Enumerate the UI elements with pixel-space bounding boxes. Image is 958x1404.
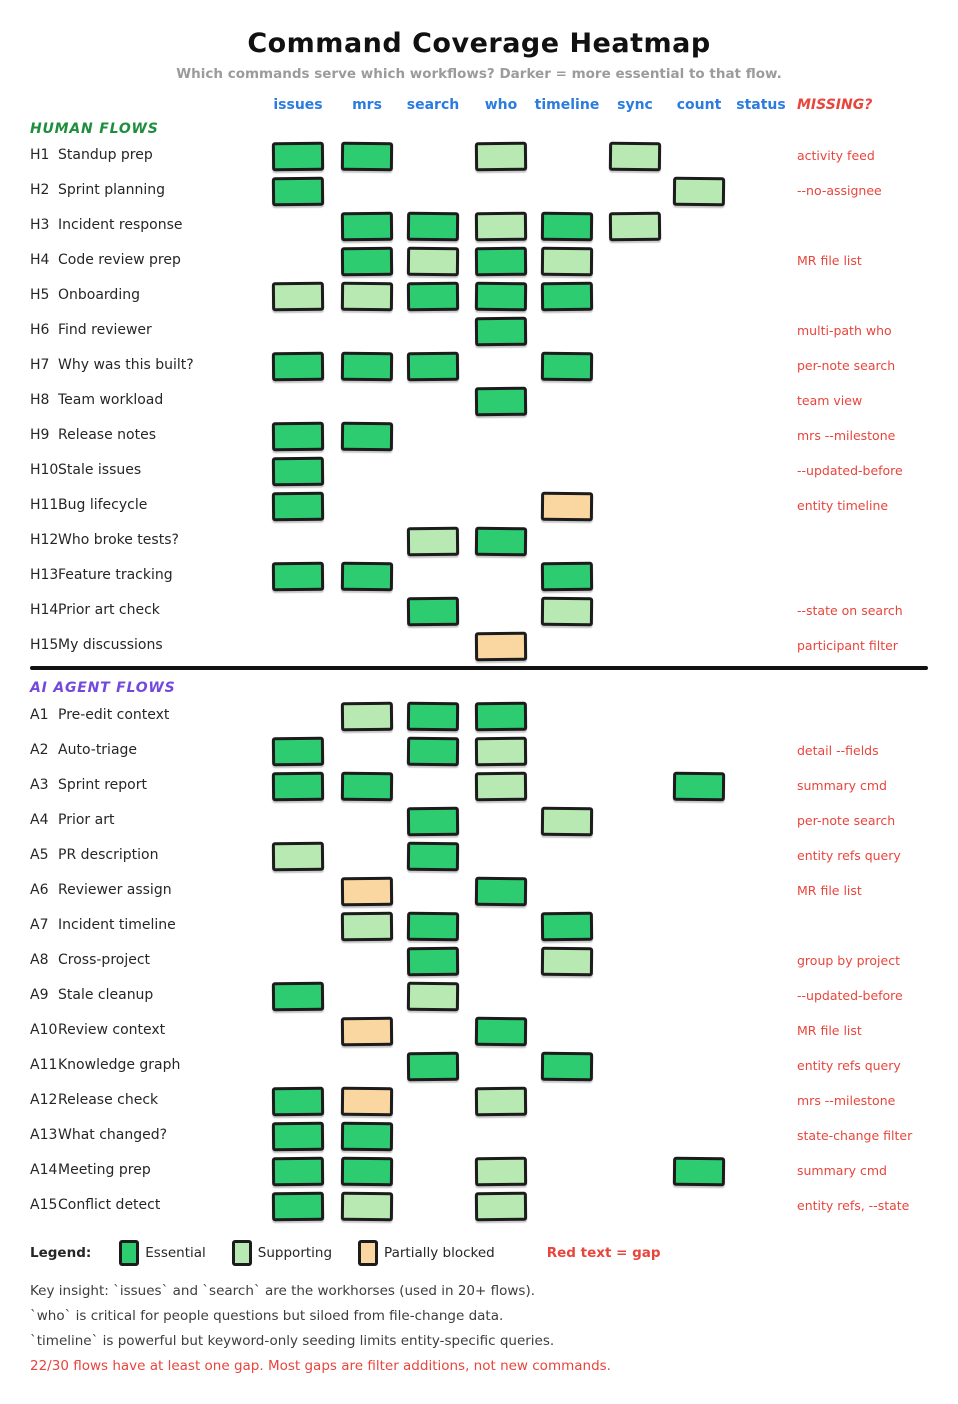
heatmap-cell-A3-mrs xyxy=(341,771,393,801)
flow-name: Reviewer assign xyxy=(58,882,172,898)
column-header-timeline: timeline xyxy=(534,97,600,113)
heatmap-cell-A3-count xyxy=(673,771,725,801)
flow-label-A4 xyxy=(30,812,114,828)
section-label-human-flows: HUMAN FLOWS xyxy=(30,121,159,137)
flow-id: H5 xyxy=(30,287,50,303)
essential-swatch xyxy=(119,1240,139,1266)
flow-name: Bug lifecycle xyxy=(58,497,148,513)
flow-label-H10 xyxy=(30,462,141,478)
flow-id: A9 xyxy=(30,987,49,1003)
flow-id: A4 xyxy=(30,812,49,828)
column-header-mrs: mrs xyxy=(352,97,382,113)
flow-label-H6 xyxy=(30,322,152,338)
heatmap-cell-A1-who xyxy=(475,701,527,731)
flow-id: H10 xyxy=(30,462,59,478)
flow-id: H4 xyxy=(30,252,50,268)
flow-id: H13 xyxy=(30,567,59,583)
flow-name: Sprint planning xyxy=(58,182,165,198)
flow-label-H15 xyxy=(30,637,163,653)
missing-note-H7: per-note search xyxy=(797,358,896,373)
missing-note-H9: mrs --milestone xyxy=(797,428,896,443)
column-header-status: status xyxy=(736,97,786,113)
heatmap-cell-H5-who xyxy=(475,281,527,311)
flow-label-A15 xyxy=(30,1197,160,1213)
heatmap-cell-H4-search xyxy=(407,246,459,276)
missing-note-A3: summary cmd xyxy=(797,778,887,793)
heatmap-cell-H5-search xyxy=(407,281,459,311)
heatmap-cell-A9-issues xyxy=(272,981,324,1011)
heatmap-cell-A14-issues xyxy=(272,1156,324,1186)
flow-name: Conflict detect xyxy=(58,1197,161,1213)
heatmap-cell-A10-who xyxy=(475,1016,527,1046)
heatmap-cell-A7-search xyxy=(407,911,459,941)
heatmap-cell-H2-count xyxy=(673,176,725,206)
heatmap-cell-A10-mrs xyxy=(341,1016,393,1046)
heatmap-cell-H3-search xyxy=(407,211,459,241)
heatmap-cell-A2-issues xyxy=(272,736,324,766)
heatmap-cell-A2-who xyxy=(475,736,527,766)
missing-note-H11: entity timeline xyxy=(797,498,889,513)
heatmap-cell-H9-mrs xyxy=(341,421,393,451)
heatmap-cell-H1-issues xyxy=(272,141,324,171)
heatmap-cell-H13-timeline xyxy=(541,561,593,591)
missing-column-header: MISSING? xyxy=(797,97,873,113)
heatmap-cell-A13-issues xyxy=(272,1121,324,1151)
flow-name: Prior art xyxy=(58,812,115,828)
legend xyxy=(30,1239,661,1267)
flow-label-A13 xyxy=(30,1127,167,1143)
heatmap-cell-A11-search xyxy=(407,1051,459,1081)
heatmap-cell-A13-mrs xyxy=(341,1121,393,1151)
missing-note-H2: --no-assignee xyxy=(797,183,882,198)
heatmap-cell-H15-who xyxy=(475,631,527,661)
flow-label-A7 xyxy=(30,917,176,933)
flow-name: Review context xyxy=(58,1022,166,1038)
flow-name: PR description xyxy=(58,847,159,863)
heatmap-cell-A6-who xyxy=(475,876,527,906)
missing-note-H14: --state on search xyxy=(797,603,903,618)
flow-name: Team workload xyxy=(58,392,164,408)
missing-note-H6: multi-path who xyxy=(797,323,892,338)
heatmap-cell-A15-mrs xyxy=(341,1191,393,1221)
partially-blocked-swatch xyxy=(358,1240,378,1266)
heatmap-cell-H2-issues xyxy=(272,176,324,206)
flow-label-A12 xyxy=(30,1092,158,1108)
heatmap-cell-H11-timeline xyxy=(541,491,593,521)
heatmap-cell-H13-issues xyxy=(272,561,324,591)
flow-name: Meeting prep xyxy=(58,1162,151,1178)
missing-note-A13: state-change filter xyxy=(797,1128,913,1143)
heatmap-cell-H4-timeline xyxy=(541,246,593,276)
section-label-ai-agent-flows: AI AGENT FLOWS xyxy=(30,680,176,696)
flow-name: Release check xyxy=(58,1092,159,1108)
flow-name: Pre-edit context xyxy=(58,707,170,723)
heatmap-cell-H4-who xyxy=(475,246,527,276)
gap-note: Red text = gap xyxy=(546,1245,661,1261)
heatmap-cell-H8-who xyxy=(475,386,527,416)
heatmap-cell-H7-issues xyxy=(272,351,324,381)
flow-label-H14 xyxy=(30,602,160,618)
flow-id: A2 xyxy=(30,742,49,758)
heatmap-cell-H6-who xyxy=(475,316,527,346)
missing-note-A15: entity refs, --state xyxy=(797,1198,910,1213)
missing-note-H10: --updated-before xyxy=(797,463,903,478)
flow-label-H1 xyxy=(30,147,153,163)
heatmap-cell-H5-timeline xyxy=(541,281,593,311)
heatmap-cell-A9-search xyxy=(407,981,459,1011)
flow-id: A8 xyxy=(30,952,49,968)
heatmap-cell-H1-who xyxy=(475,141,527,171)
flow-id: H15 xyxy=(30,637,59,653)
flow-name: Cross-project xyxy=(58,952,151,968)
flow-label-H8 xyxy=(30,392,163,408)
flow-label-H4 xyxy=(30,252,181,268)
flow-name: Sprint report xyxy=(58,777,147,793)
flow-label-H3 xyxy=(30,217,183,233)
flow-id: H1 xyxy=(30,147,50,163)
legend-item-label: Supporting xyxy=(257,1245,333,1261)
flow-label-H12 xyxy=(30,532,179,548)
legend-item-label: Essential xyxy=(145,1245,206,1261)
column-header-count: count xyxy=(676,97,722,113)
missing-note-A10: MR file list xyxy=(797,1023,862,1038)
flow-id: A3 xyxy=(30,777,49,793)
flow-name: Knowledge graph xyxy=(58,1057,181,1073)
flow-label-H9 xyxy=(30,427,156,443)
insight-line-3: `timeline` is powerful but keyword-only seeding limits entity-specific queries. xyxy=(30,1333,555,1349)
flow-label-A3 xyxy=(30,777,147,793)
flow-label-A5 xyxy=(30,847,158,863)
missing-note-A12: mrs --milestone xyxy=(797,1093,896,1108)
heatmap-cell-H13-mrs xyxy=(341,561,393,591)
flow-label-A1 xyxy=(30,707,169,723)
heatmap-cell-H14-timeline xyxy=(541,596,593,626)
column-header-issues: issues xyxy=(273,97,323,113)
heatmap-cell-H5-mrs xyxy=(341,281,393,311)
heatmap-cell-A4-search xyxy=(407,806,459,836)
flow-label-H11 xyxy=(30,497,147,513)
flow-id: H11 xyxy=(30,497,59,513)
heatmap-cell-H11-issues xyxy=(272,491,324,521)
legend-item-essential xyxy=(119,1240,206,1266)
flow-name: Standup prep xyxy=(58,147,153,163)
flow-id: H7 xyxy=(30,357,50,373)
heatmap-cell-A14-who xyxy=(475,1156,527,1186)
heatmap-cell-A1-search xyxy=(407,701,459,731)
missing-note-A5: entity refs query xyxy=(797,848,901,863)
flow-name: My discussions xyxy=(58,637,163,653)
column-header-who: who xyxy=(484,97,518,113)
flow-id: A15 xyxy=(30,1197,58,1213)
missing-note-A11: entity refs query xyxy=(797,1058,901,1073)
heatmap-cell-A12-who xyxy=(475,1086,527,1116)
flow-id: A11 xyxy=(30,1057,58,1073)
heatmap-cell-A12-issues xyxy=(272,1086,324,1116)
flow-name: Why was this built? xyxy=(58,357,194,373)
legend-item-label: Partially blocked xyxy=(384,1245,495,1261)
flow-id: A1 xyxy=(30,707,49,723)
heatmap-cell-A15-issues xyxy=(272,1191,324,1221)
heatmap-cell-H7-search xyxy=(407,351,459,381)
flow-name: Incident timeline xyxy=(58,917,176,933)
heatmap-cell-H5-issues xyxy=(272,281,324,311)
flow-label-A14 xyxy=(30,1162,151,1178)
heatmap-cell-A2-search xyxy=(407,736,459,766)
flow-id: A13 xyxy=(30,1127,58,1143)
missing-note-H8: team view xyxy=(797,393,863,408)
flow-id: H2 xyxy=(30,182,50,198)
insight-line-2: `who` is critical for people questions but siloed from file-change data. xyxy=(30,1308,504,1324)
heatmap-cell-A5-search xyxy=(407,841,459,871)
heatmap-cell-H10-issues xyxy=(272,456,324,486)
missing-note-A2: detail --fields xyxy=(797,743,879,758)
missing-note-H4: MR file list xyxy=(797,253,862,268)
flow-id: A5 xyxy=(30,847,49,863)
heatmap-cell-H12-who xyxy=(475,526,527,556)
heatmap-cell-A7-timeline xyxy=(541,911,593,941)
heatmap-cell-A14-count xyxy=(673,1156,725,1186)
heatmap-cell-A12-mrs xyxy=(341,1086,393,1116)
heatmap-cell-H7-timeline xyxy=(541,351,593,381)
heatmap-cell-H3-who xyxy=(475,211,527,241)
page-subtitle: Which commands serve which workflows? Darker = more essential to that flow. xyxy=(176,66,782,82)
flow-label-H13 xyxy=(30,567,173,583)
heatmap-cell-H4-mrs xyxy=(341,246,393,276)
flow-name: Auto-triage xyxy=(58,742,138,758)
heatmap-cell-A8-timeline xyxy=(541,946,593,976)
legend-caption: Legend: xyxy=(30,1245,92,1261)
missing-note-A8: group by project xyxy=(797,953,900,968)
flow-name: Onboarding xyxy=(58,287,140,303)
flow-name: Code review prep xyxy=(58,252,181,268)
heatmap-cell-A8-search xyxy=(407,946,459,976)
missing-note-A9: --updated-before xyxy=(797,988,903,1003)
supporting-swatch xyxy=(232,1240,252,1266)
heatmap-cell-H1-mrs xyxy=(341,141,393,171)
heatmap-cell-A11-timeline xyxy=(541,1051,593,1081)
flow-id: A7 xyxy=(30,917,49,933)
heatmap-cell-A1-mrs xyxy=(341,701,393,731)
heatmap-cell-H7-mrs xyxy=(341,351,393,381)
flow-name: Find reviewer xyxy=(58,322,152,338)
flow-id: H14 xyxy=(30,602,59,618)
flow-label-H2 xyxy=(30,182,165,198)
column-header-search: search xyxy=(406,97,460,113)
heatmap-cell-H12-search xyxy=(407,526,459,556)
heatmap-cell-A6-mrs xyxy=(341,876,393,906)
heatmap-cell-H9-issues xyxy=(272,421,324,451)
flow-id: A12 xyxy=(30,1092,58,1108)
missing-note-H1: activity feed xyxy=(797,148,875,163)
flow-id: H8 xyxy=(30,392,50,408)
missing-note-A6: MR file list xyxy=(797,883,862,898)
flow-label-A9 xyxy=(30,987,153,1003)
flow-name: Prior art check xyxy=(58,602,160,618)
legend-item-partially-blocked xyxy=(358,1240,495,1266)
flow-id: A6 xyxy=(30,882,49,898)
flow-id: H12 xyxy=(30,532,59,548)
missing-note-A14: summary cmd xyxy=(797,1163,887,1178)
flow-id: H6 xyxy=(30,322,50,338)
heatmap-cell-H3-sync xyxy=(609,211,661,241)
heatmap-cell-A3-issues xyxy=(272,771,324,801)
missing-note-H15: participant filter xyxy=(797,638,898,653)
heatmap-cell-A7-mrs xyxy=(341,911,393,941)
flow-name: What changed? xyxy=(58,1127,168,1143)
flow-name: Who broke tests? xyxy=(58,532,179,548)
flow-name: Stale cleanup xyxy=(58,987,154,1003)
heatmap-cell-H1-sync xyxy=(609,141,661,171)
legend-item-supporting xyxy=(232,1240,332,1266)
heatmap-cell-H14-search xyxy=(407,596,459,626)
heatmap-cell-A4-timeline xyxy=(541,806,593,836)
flow-label-A10 xyxy=(30,1022,165,1038)
page-title: Command Coverage Heatmap xyxy=(247,28,711,59)
heatmap-cell-H3-mrs xyxy=(341,211,393,241)
flow-id: A14 xyxy=(30,1162,58,1178)
flow-id: H3 xyxy=(30,217,50,233)
insight-line-1: Key insight: `issues` and `search` are the workhorses (used in 20+ flows). xyxy=(30,1283,536,1299)
missing-note-A4: per-note search xyxy=(797,813,896,828)
heatmap-cell-A15-who xyxy=(475,1191,527,1221)
section-divider xyxy=(30,666,928,670)
heatmap-cell-H3-timeline xyxy=(541,211,593,241)
heatmap-cell-A5-issues xyxy=(272,841,324,871)
flow-label-A11 xyxy=(30,1057,180,1073)
column-header-sync: sync xyxy=(617,97,653,113)
flow-label-H5 xyxy=(30,287,140,303)
flow-name: Stale issues xyxy=(58,462,142,478)
flow-name: Incident response xyxy=(58,217,183,233)
flow-id: A10 xyxy=(30,1022,58,1038)
heatmap-cell-A3-who xyxy=(475,771,527,801)
flow-id: H9 xyxy=(30,427,50,443)
flow-label-H7 xyxy=(30,357,194,373)
flow-name: Release notes xyxy=(58,427,156,443)
flow-name: Feature tracking xyxy=(58,567,173,583)
insight-line-4: 22/30 flows have at least one gap. Most gaps are filter additions, not new commands. xyxy=(30,1358,611,1374)
flow-label-A2 xyxy=(30,742,137,758)
heatmap-cell-A14-mrs xyxy=(341,1156,393,1186)
flow-label-A8 xyxy=(30,952,150,968)
flow-label-A6 xyxy=(30,882,172,898)
